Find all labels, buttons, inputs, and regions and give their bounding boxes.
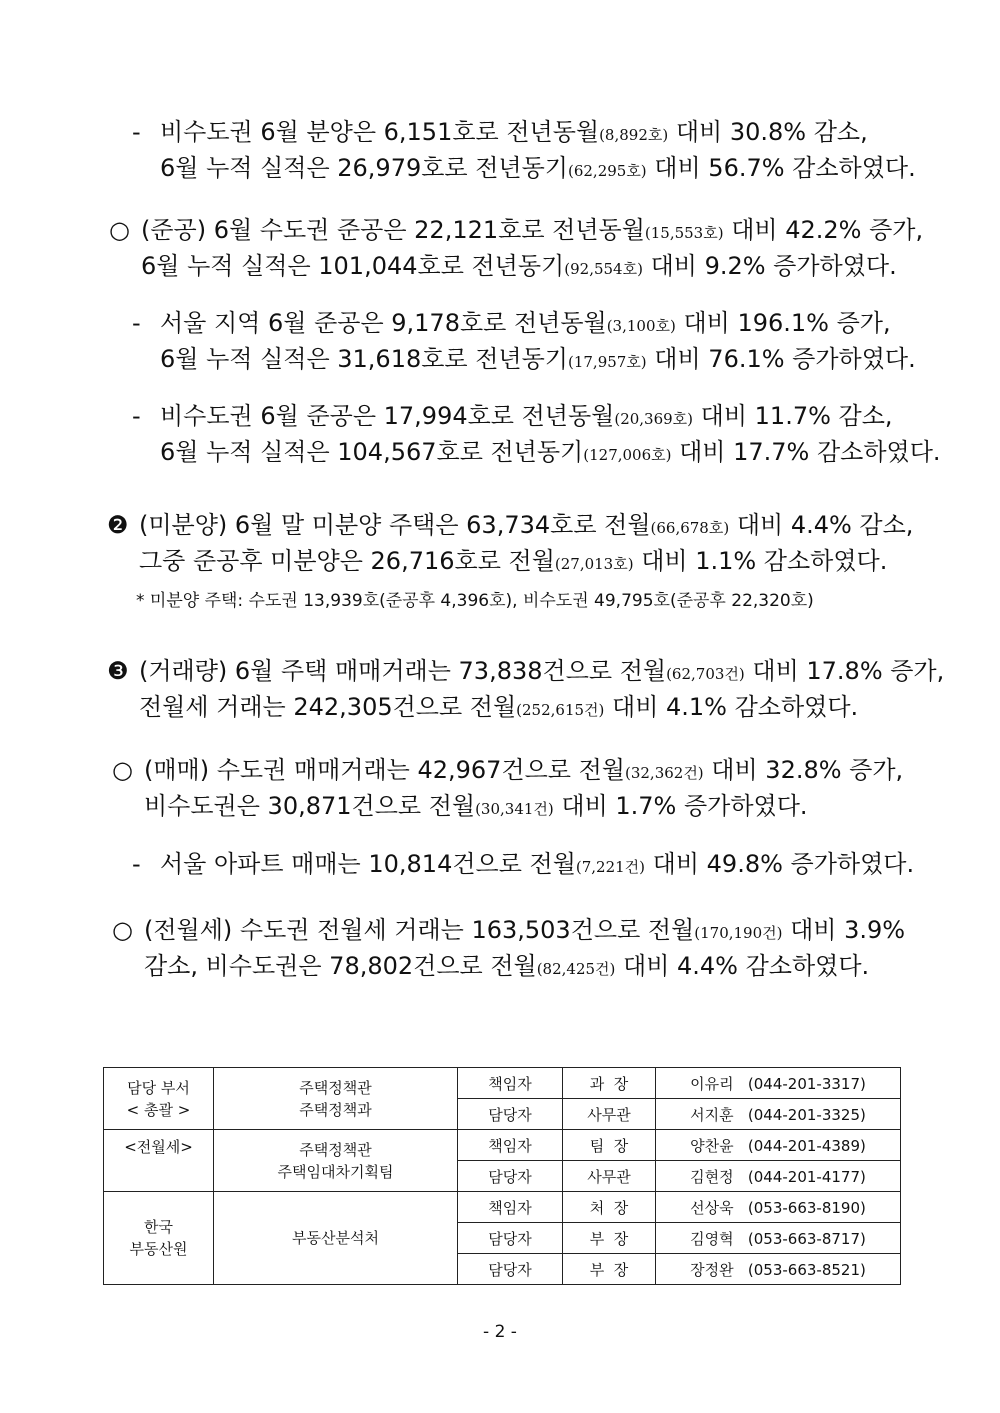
title-cell: 사무관 xyxy=(563,1099,656,1130)
paragraph-completion-seoul xyxy=(132,305,916,377)
dash-marker: - xyxy=(132,850,141,878)
dept-cell: 담당 부서 < 총괄 > xyxy=(104,1068,214,1130)
circle-bullet-icon: ○ xyxy=(112,756,133,784)
role-cell: 담당자 xyxy=(458,1254,563,1285)
paragraph-line: ○ (매매) 수도권 매매거래는 42,967건으로 전월(32,362건) 대비 32.8% 증가, xyxy=(112,752,903,788)
team-cell: 부동산분석처 xyxy=(214,1192,458,1285)
title-cell: 처 장 xyxy=(563,1192,656,1223)
paragraph-line: - 서울 아파트 매매는 10,814건으로 전월(7,221건) 대비 49.8% 증가하였다. xyxy=(132,846,914,882)
dash-marker: - xyxy=(132,309,141,337)
paragraph-line: 6월 누적 실적은 31,618호로 전년동기(17,957호) 대비 76.1% 증가하였다. xyxy=(160,345,916,373)
paragraph-unsold-housing xyxy=(107,507,913,579)
role-cell: 담당자 xyxy=(458,1099,563,1130)
circle-bullet-icon: ○ xyxy=(112,916,133,944)
title-cell: 과 장 xyxy=(563,1068,656,1099)
paragraph-line: ❷ (미분양) 6월 말 미분양 주택은 63,734호로 전월(66,678호) 대비 4.4% 감소, xyxy=(107,507,913,543)
role-cell: 담당자 xyxy=(458,1223,563,1254)
page-number: - 2 - xyxy=(483,1322,517,1342)
paragraph-transaction-volume xyxy=(107,653,944,725)
paragraph-sales-transactions xyxy=(112,752,903,824)
contact-cell: 선상욱 (053-663-8190) xyxy=(656,1192,901,1223)
paragraph-line: 전월세 거래는 242,305건으로 전월(252,615건) 대비 4.1% 감소하였다. xyxy=(139,693,859,721)
contact-cell: 김영혁 (053-663-8717) xyxy=(656,1223,901,1254)
paragraph-line: 6월 누적 실적은 104,567호로 전년동기(127,006호) 대비 17.7% 감소하였다. xyxy=(160,438,941,466)
role-cell: 책임자 xyxy=(458,1130,563,1161)
dash-marker: - xyxy=(132,402,141,430)
dash-marker: - xyxy=(132,118,141,146)
role-cell: 책임자 xyxy=(458,1068,563,1099)
contacts-table xyxy=(103,1067,901,1285)
paragraph-line: 비수도권은 30,871건으로 전월(30,341건) 대비 1.7% 증가하였다. xyxy=(144,792,808,820)
paragraph-line: - 비수도권 6월 준공은 17,994호로 전년동월(20,369호) 대비 11.7% 감소, xyxy=(132,398,941,434)
footnote-unsold: * 미분양 주택: 수도권 13,939호(준공후 4,396호), 비수도권 49,795호(준공후 22,320호) xyxy=(136,591,814,611)
table-row xyxy=(104,1068,901,1099)
contact-cell: 이유리 (044-201-3317) xyxy=(656,1068,901,1099)
paragraph-line: ❸ (거래량) 6월 주택 매매거래는 73,838건으로 전월(62,703건) 대비 17.8% 증가, xyxy=(107,653,944,689)
number-two-icon: ❷ xyxy=(107,511,129,539)
paragraph-line: - 서울 지역 6월 준공은 9,178호로 전년동월(3,100호) 대비 196.1% 증가, xyxy=(132,305,916,341)
paragraph-line: ○ (준공) 6월 수도권 준공은 22,121호로 전년동월(15,553호) 대비 42.2% 증가, xyxy=(109,212,923,248)
dept-cell: <전월세> xyxy=(104,1130,214,1192)
paragraph-seoul-apartment xyxy=(132,846,914,882)
paragraph-line: 그중 준공후 미분양은 26,716호로 전월(27,013호) 대비 1.1% 감소하였다. xyxy=(139,547,888,575)
paragraph-line: - 비수도권 6월 분양은 6,151호로 전년동월(8,892호) 대비 30.8% 감소, xyxy=(132,114,916,150)
paragraph-rental-transactions xyxy=(112,912,905,984)
paragraph-line: 6월 누적 실적은 101,044호로 전년동기(92,554호) 대비 9.2% 증가하였다. xyxy=(141,252,897,280)
title-cell: 부 장 xyxy=(563,1223,656,1254)
number-three-icon: ❸ xyxy=(107,657,129,685)
team-cell: 주택정책관 주택임대차기획팀 xyxy=(214,1130,458,1192)
contact-cell: 양찬윤 (044-201-4389) xyxy=(656,1130,901,1161)
team-cell: 주택정책관 주택정책과 xyxy=(214,1068,458,1130)
table-row xyxy=(104,1130,901,1161)
paragraph-completion-non-capital xyxy=(132,398,941,470)
contact-cell: 김현정 (044-201-4177) xyxy=(656,1161,901,1192)
contact-cell: 장정완 (053-663-8521) xyxy=(656,1254,901,1285)
paragraph-line: 6월 누적 실적은 26,979호로 전년동기(62,295호) 대비 56.7% 감소하였다. xyxy=(160,154,916,182)
role-cell: 담당자 xyxy=(458,1161,563,1192)
paragraph-line: 감소, 비수도권은 78,802건으로 전월(82,425건) 대비 4.4% 감소하였다. xyxy=(144,952,870,980)
paragraph-non-capital-sales xyxy=(132,114,916,186)
role-cell: 책임자 xyxy=(458,1192,563,1223)
circle-bullet-icon: ○ xyxy=(109,216,130,244)
paragraph-line: ○ (전월세) 수도권 전월세 거래는 163,503건으로 전월(170,190건) 대비 3.9% xyxy=(112,912,905,948)
table-row xyxy=(104,1192,901,1223)
contact-cell: 서지훈 (044-201-3325) xyxy=(656,1099,901,1130)
paragraph-completion-capital xyxy=(109,212,923,284)
title-cell: 사무관 xyxy=(563,1161,656,1192)
title-cell: 부 장 xyxy=(563,1254,656,1285)
title-cell: 팀 장 xyxy=(563,1130,656,1161)
dept-cell: 한국 부동산원 xyxy=(104,1192,214,1285)
